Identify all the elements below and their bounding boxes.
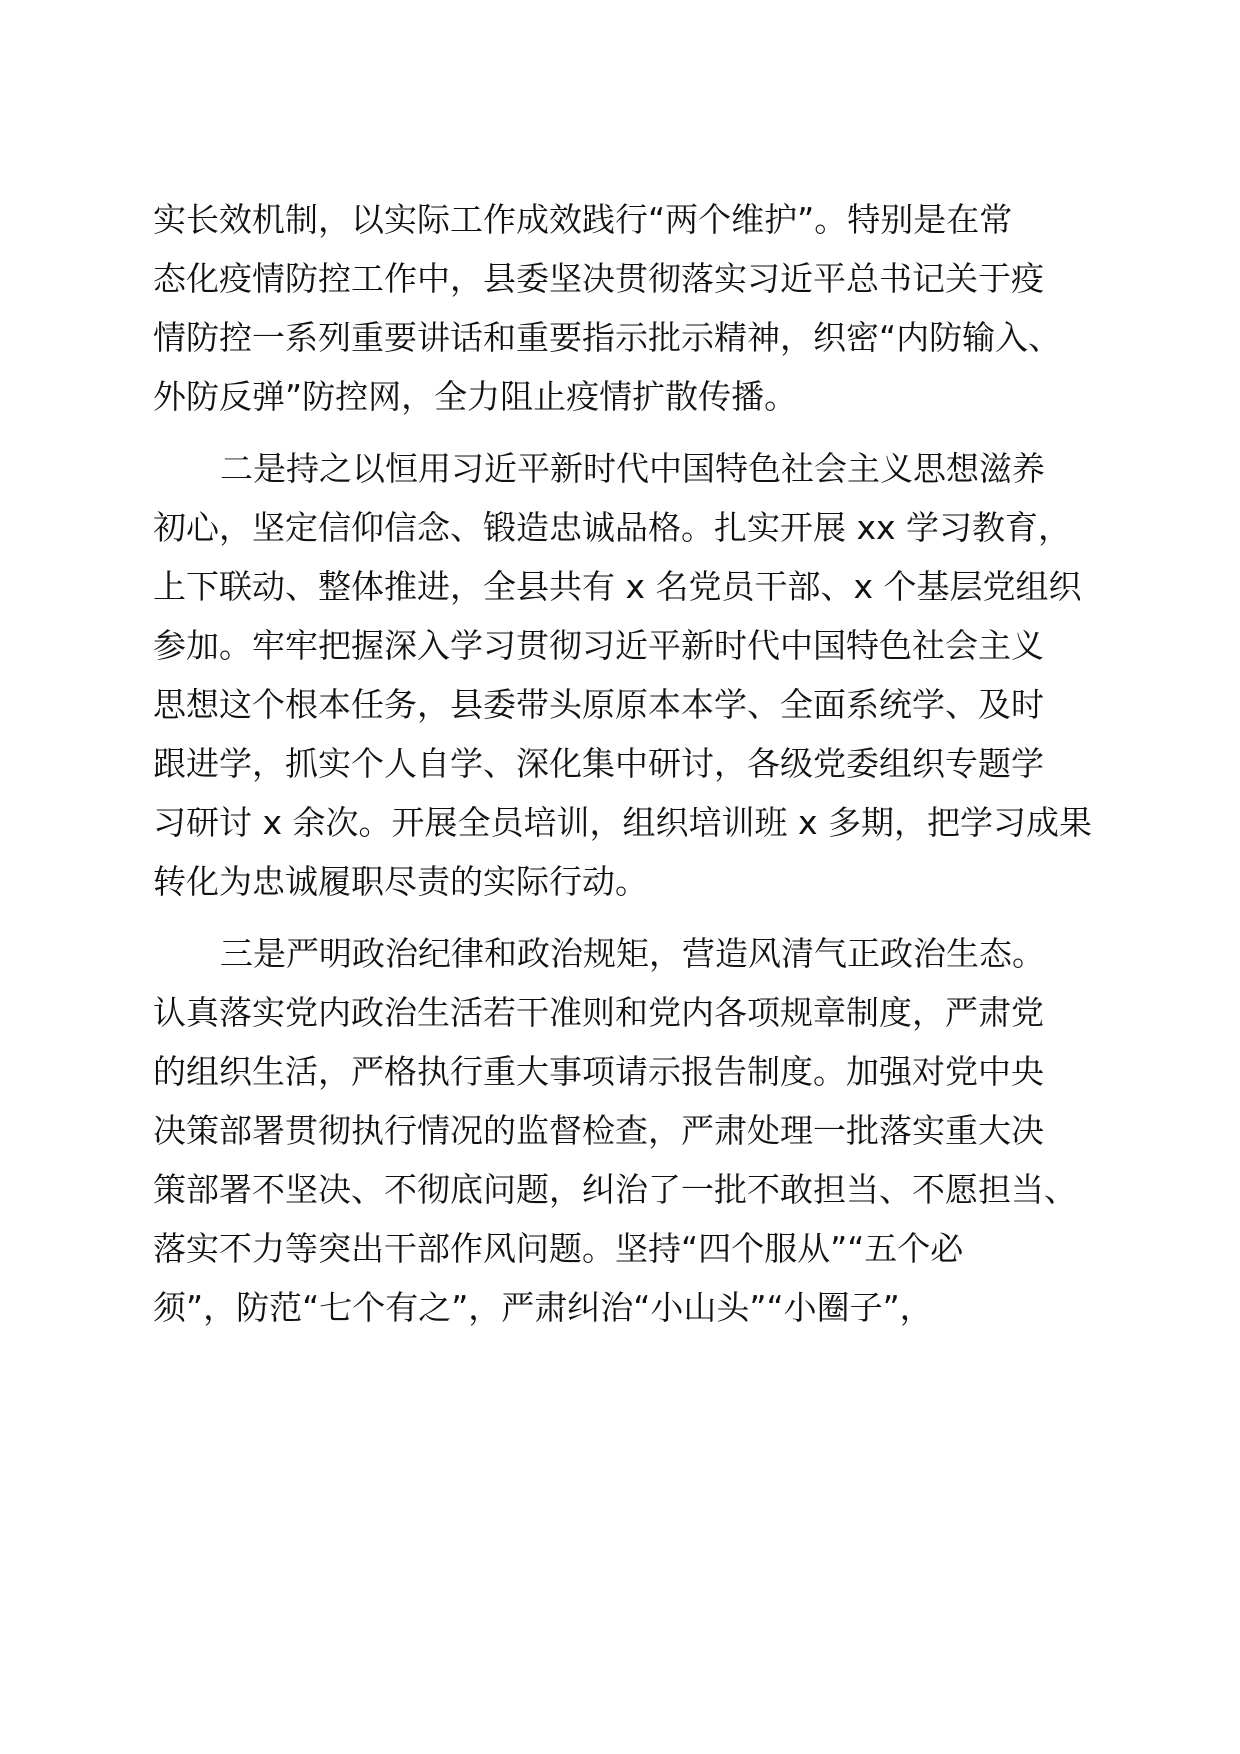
paragraph-2-line-2: 初心，坚定信仰信念、锻造忠诚品格。扎实开展 xx 学习教育， (153, 508, 1072, 547)
paragraph-3-line-4: 决策部署贯彻执行情况的监督检查，严肃处理一批落实重大决 (153, 1111, 1044, 1150)
paragraph-1-line-1: 实长效机制，以实际工作成效践行“两个维护”。特别是在常 (153, 200, 1013, 239)
paragraph-2-line-5: 思想这个根本任务，县委带头原原本本学、全面系统学、及时 (153, 685, 1044, 724)
paragraph-3-line-3: 的组织生活，严格执行重大事项请示报告制度。加强对党中央 (153, 1052, 1044, 1091)
paragraph-2-line-4: 参加。牢牢把握深入学习贯彻习近平新时代中国特色社会主义 (153, 626, 1044, 665)
paragraph-2-line-1: 二是持之以恒用习近平新时代中国特色社会主义思想滋养 (220, 449, 1045, 488)
paragraph-2-line-7: 习研讨 x 余次。开展全员培训，组织培训班 x 多期，把学习成果 (153, 803, 1093, 842)
paragraph-2-line-8: 转化为忠诚履职尽责的实际行动。 (153, 862, 648, 901)
paragraph-3-line-1: 三是严明政治纪律和政治规矩，营造风清气正政治生态。 (220, 934, 1045, 973)
paragraph-3-line-6: 落实不力等突出干部作风问题。坚持“四个服从”“五个必 (153, 1229, 964, 1268)
paragraph-2-line-6: 跟进学，抓实个人自学、深化集中研讨，各级党委组织专题学 (153, 744, 1044, 783)
paragraph-1-line-2: 态化疫情防控工作中，县委坚决贯彻落实习近平总书记关于疫 (153, 259, 1044, 298)
paragraph-3-line-5: 策部署不坚决、不彻底问题，纠治了一批不敢担当、不愿担当、 (153, 1170, 1077, 1209)
paragraph-2-line-3: 上下联动、整体推进，全县共有 x 名党员干部、x 个基层党组织 (153, 567, 1082, 606)
paragraph-1-line-4: 外防反弹”防控网，全力阻止疫情扩散传播。 (153, 377, 798, 416)
paragraph-1-line-3: 情防控一系列重要讲话和重要指示批示精神，织密“内防输入、 (153, 318, 1062, 357)
paragraph-3-line-2: 认真落实党内政治生活若干准则和党内各项规章制度，严肃党 (153, 993, 1044, 1032)
paragraph-3-line-7: 须”，防范“七个有之”，严肃纠治“小山头”“小圈子”， (153, 1288, 933, 1327)
